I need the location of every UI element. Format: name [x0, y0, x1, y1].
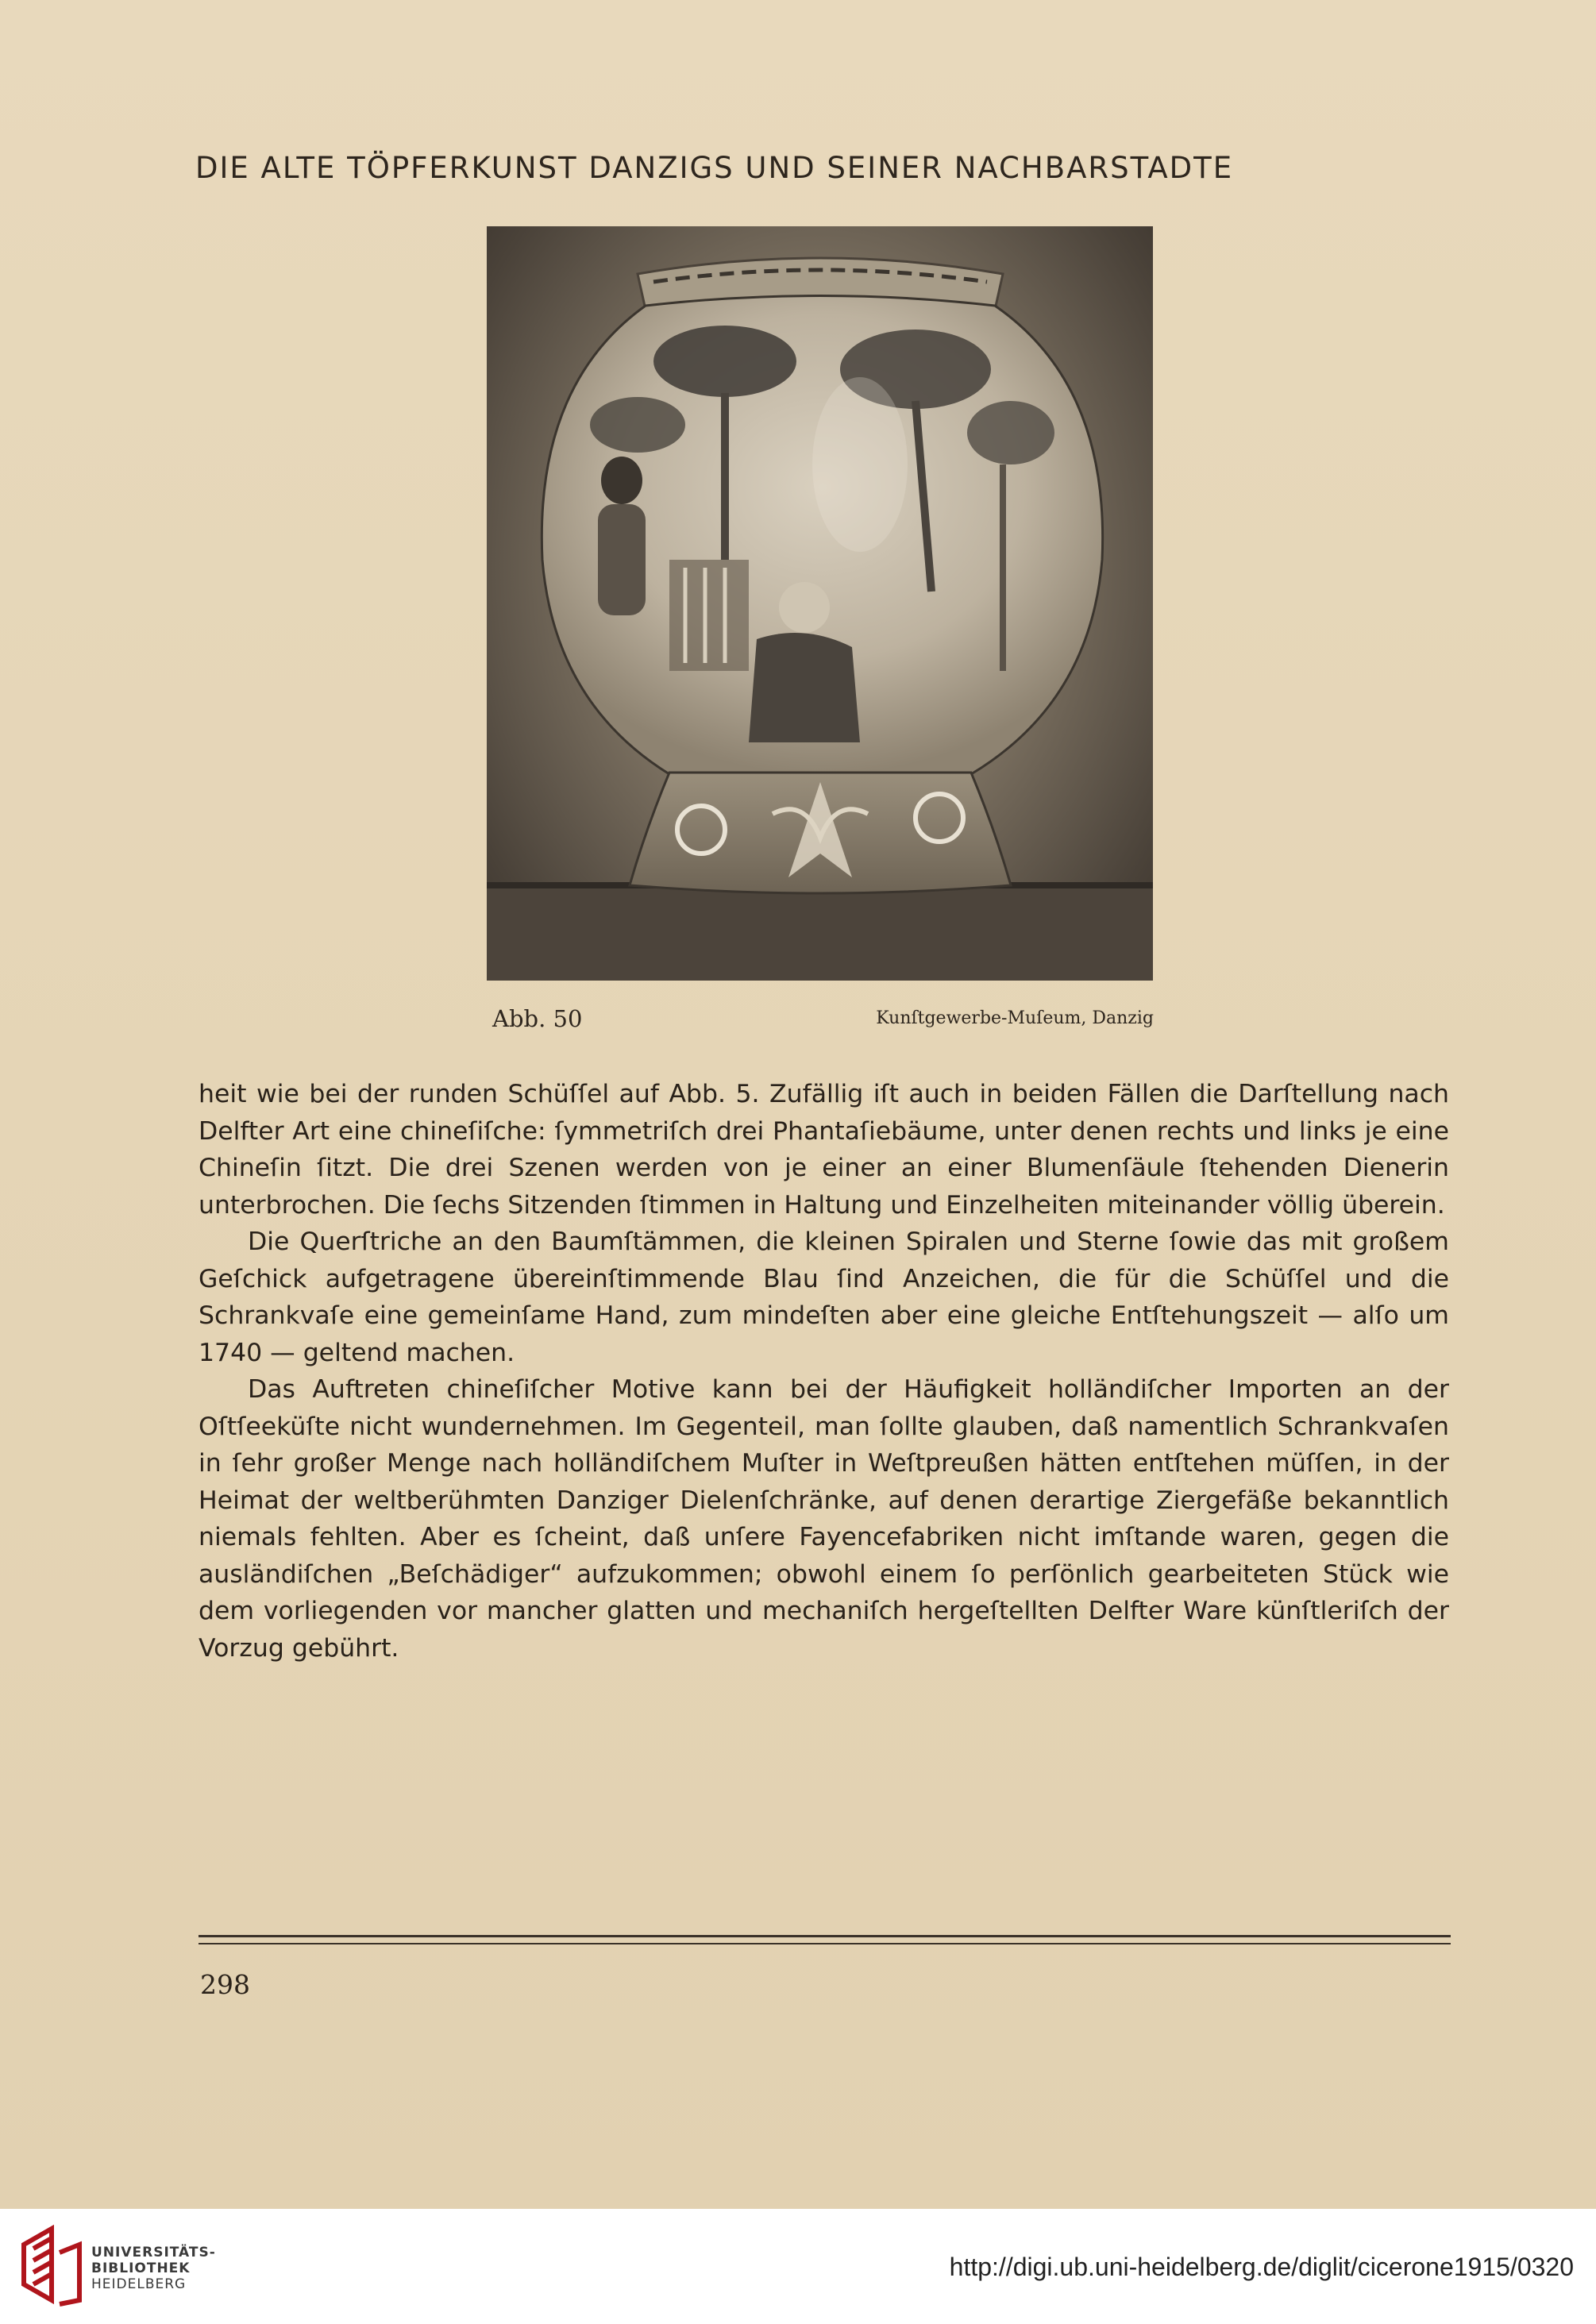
digitization-footer: [0, 2209, 1596, 2324]
library-name-line: BIBLIOTHEK: [91, 2260, 191, 2276]
library-logo-icon: [16, 2225, 87, 2308]
permalink-url[interactable]: http://digi.ub.uni-heidelberg.de/diglit/cicerone1915/0320: [949, 2253, 1574, 2281]
vase-illustration: [487, 226, 1153, 981]
body-text: [199, 1076, 1449, 1667]
figure-credit: Kunſtgewerbe-Muſeum, Danzig: [876, 1008, 1154, 1028]
figure-vase-photo: [487, 226, 1153, 981]
library-name: [91, 2245, 216, 2292]
running-head: DIE ALTE TÖPFERKUNST DANZIGS UND SEINER NACHBARSTADTE: [195, 151, 1234, 185]
library-name-line: HEIDELBERG: [91, 2276, 187, 2292]
paragraph: heit wie bei der runden Schüſſel auf Abb. 5. Zufällig iſt auch in beiden Fällen die Darſtellung nach Delfter Art eine chineſiſche: ſymmetriſch drei Phantaſiebäume, unter denen rechts und links je eine Chineſin ſitzt. Die drei Szenen werden von je einer an einer Blumenſäule ſtehenden Dienerin unterbrochen. Die ſechs Sitzenden ſtimmen in Haltung und Einzelheiten miteinander völlig überein.: [199, 1080, 1449, 1220]
footer-rule-thick: [199, 1935, 1451, 1937]
figure-label: Abb. 50: [492, 1005, 583, 1032]
library-name-line: UNIVERSITÄTS-: [91, 2245, 216, 2260]
paragraph: Das Auftreten chineſiſcher Motive kann bei der Häufigkeit holländiſcher Importen an der Oſtſeeküſte nicht wundernehmen. Im Gegenteil, man ſollte glauben, daß namentlich Schrankvaſen in ſehr großer Menge nach holländiſchem Muſter in Weſtpreußen hätten entſtehen müſſen, in der Heimat der weltberühmten Danziger Dielenſchränke, auf denen derartige Ziergefäße bekanntlich niemals fehlten. Aber es ſcheint, daß unſere Fayencefabriken nicht imſtande waren, gegen die ausländiſchen „Beſchädiger“ aufzukommen; obwohl einem ſo perſönlich gearbeiteten Stück wie dem vorliegenden vor mancher glatten und mechaniſch hergeſtellten Delfter Ware künſtleriſch der Vorzug gebührt.: [199, 1375, 1449, 1663]
paragraph: Die Querſtriche an den Baumſtämmen, die kleinen Spiralen und Sterne ſowie das mit großem Geſchick aufgetragene übereinſtimmende Blau ſind Anzeichen, die für die Schüſſel und die Schrankvaſe eine gemeinſame Hand, zum mindeſten aber eine gleiche Entſtehungszeit — alſo um 1740 — geltend machen.: [199, 1228, 1449, 1367]
footer-rule-thin: [199, 1943, 1451, 1944]
page-number: 298: [200, 1969, 250, 2000]
